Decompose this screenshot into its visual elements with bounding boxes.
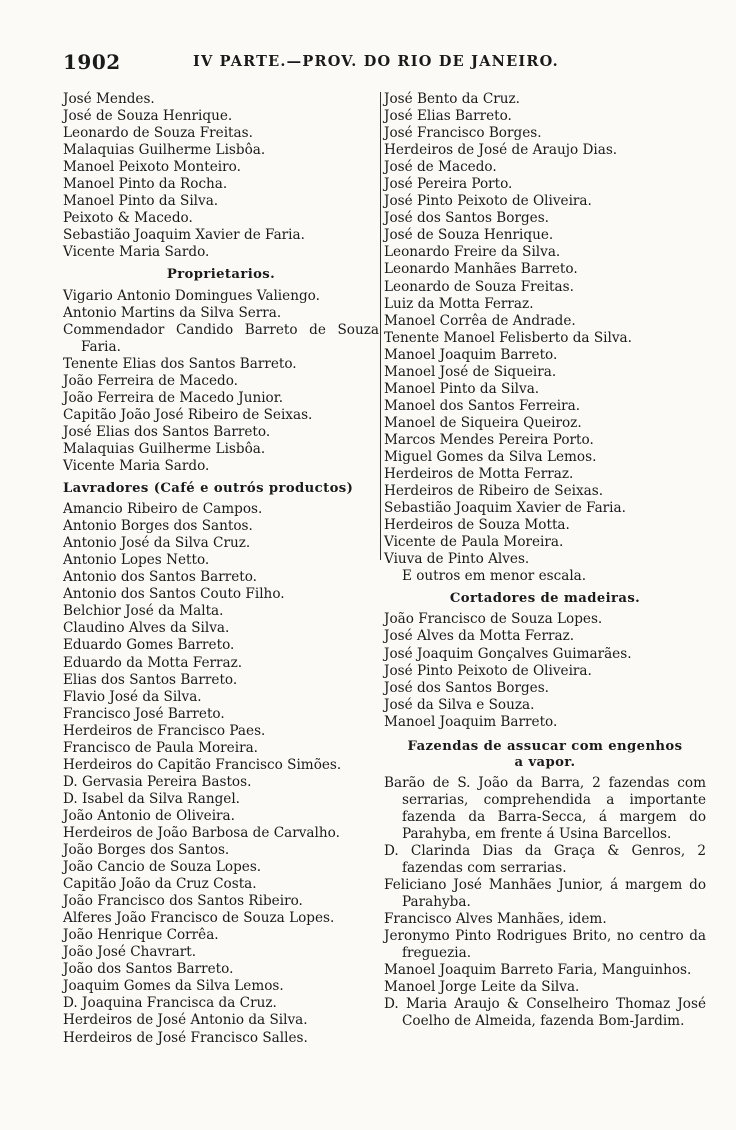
list-item: Tenente Elias dos Santos Barreto. bbox=[63, 355, 297, 372]
list-item: Herdeiros de Souza Motta. bbox=[384, 517, 570, 534]
list-item: Francisco José Barreto. bbox=[63, 705, 225, 722]
right-column bbox=[384, 91, 706, 1030]
list-item: Sebastião Joaquim Xavier de Faria. bbox=[384, 500, 626, 517]
list-item: Herdeiros de José Francisco Salles. bbox=[63, 1029, 308, 1046]
list-item: Manoel Peixoto Monteiro. bbox=[63, 159, 241, 176]
list-item: João Henrique Corrêa. bbox=[63, 927, 219, 944]
fazendas-heading-line2: a vapor. bbox=[514, 754, 576, 770]
list-item: Capitão João da Cruz Costa. bbox=[63, 876, 257, 893]
list-item: Eduardo da Motta Ferraz. bbox=[63, 654, 243, 671]
list-item: José Pereira Porto. bbox=[384, 176, 513, 193]
list-item: Manoel Pinto da Silva. bbox=[384, 380, 540, 397]
list-item: João Francisco dos Santos Ribeiro. bbox=[63, 893, 303, 910]
list-item: Tenente Manoel Felisberto da Silva. bbox=[384, 329, 632, 346]
list-item: Claudino Alves da Silva. bbox=[63, 620, 230, 637]
list-item: Francisco Alves Manhães, idem. bbox=[384, 911, 607, 928]
name-list-continued bbox=[63, 91, 379, 261]
list-item: Antonio Borges dos Santos. bbox=[63, 518, 253, 535]
list-item: Jeronymo Pinto Rodrigues Brito, no centro da freguezia. bbox=[384, 928, 706, 962]
list-item: Manoel José de Siqueira. bbox=[384, 363, 557, 380]
list-item: José Elias Barreto. bbox=[384, 108, 512, 125]
list-item: Elias dos Santos Barreto. bbox=[63, 671, 238, 688]
list-item: Antonio Lopes Netto. bbox=[63, 552, 210, 569]
list-item: D. Clarinda Dias da Graça & Genros, 2 fazendas com serrarias. bbox=[384, 842, 706, 876]
left-column bbox=[63, 91, 379, 1047]
list-item: Herdeiros do Capitão Francisco Simões. bbox=[63, 756, 342, 773]
list-item: José Francisco Borges. bbox=[384, 125, 542, 142]
list-item: Eduardo Gomes Barreto. bbox=[63, 637, 235, 654]
page-number: 1902 bbox=[63, 50, 121, 74]
list-item: João Ferreira de Macedo Junior. bbox=[63, 389, 284, 406]
list-item: Manoel Joaquim Barreto. bbox=[384, 713, 558, 730]
list-item: José dos Santos Borges. bbox=[384, 679, 549, 696]
list-item: Leonardo Manhães Barreto. bbox=[384, 261, 578, 278]
list-item: D. Gervasia Pereira Bastos. bbox=[63, 773, 252, 790]
proprietarios-list bbox=[63, 288, 379, 476]
cortadores-heading: Cortadores de madeiras. bbox=[449, 591, 641, 607]
outros-note: E outros em menor escala. bbox=[402, 568, 587, 585]
list-item: Barão de S. João da Barra, 2 fazendas com serrarias, comprehendida a importante fazenda da Barra-Secca, á margem do Parahyba, em frente á Usina Barcellos. bbox=[384, 774, 706, 842]
list-item: João José Chavrart. bbox=[63, 944, 197, 961]
list-item: Malaquias Guilherme Lisbôa. bbox=[63, 440, 266, 457]
list-item: Antonio José da Silva Cruz. bbox=[63, 535, 251, 552]
list-item: João dos Santos Barreto. bbox=[63, 961, 234, 978]
list-item: Vicente de Paula Moreira. bbox=[384, 534, 564, 551]
list-item: Manoel Joaquim Barreto Faria, Manguinhos. bbox=[384, 962, 692, 979]
list-item: Manoel Joaquim Barreto. bbox=[384, 346, 558, 363]
list-item: Sebastião Joaquim Xavier de Faria. bbox=[63, 227, 305, 244]
list-item: Herdeiros de Ribeiro de Seixas. bbox=[384, 483, 604, 500]
list-item: Antonio dos Santos Couto Filho. bbox=[63, 586, 285, 603]
list-item: Antonio dos Santos Barreto. bbox=[63, 569, 257, 586]
list-item: Viuva de Pinto Alves. bbox=[384, 551, 530, 568]
list-item: Herdeiros de João Barbosa de Carvalho. bbox=[63, 824, 340, 841]
list-item: Peixoto & Macedo. bbox=[63, 210, 193, 227]
list-item: Vicente Maria Sardo. bbox=[63, 244, 210, 261]
list-item: Manoel Pinto da Rocha. bbox=[63, 176, 228, 193]
proprietarios-heading: Proprietarios. bbox=[166, 267, 276, 283]
list-item: José da Silva e Souza. bbox=[384, 696, 535, 713]
list-item: João Borges dos Santos. bbox=[63, 842, 230, 859]
fazendas-list bbox=[384, 775, 706, 1031]
list-item: José Mendes. bbox=[63, 91, 155, 107]
lavradores-list bbox=[63, 501, 379, 1047]
list-item: João Francisco de Souza Lopes. bbox=[384, 611, 603, 628]
lavradores-heading: Lavradores (Café e outrós productos) bbox=[63, 481, 354, 497]
fazendas-heading-line1: Fazendas de assucar com engenhos bbox=[407, 738, 683, 754]
list-item: João Antonio de Oliveira. bbox=[63, 807, 235, 824]
list-item: Commendador Candido Barreto de Souza Faria. bbox=[63, 321, 379, 355]
list-item: Manoel Corrêa de Andrade. bbox=[384, 312, 576, 329]
list-item: D. Maria Araujo & Conselheiro Thomaz José Coelho de Almeida, fazenda Bom-Jardim. bbox=[384, 996, 706, 1030]
list-item: José Pinto Peixoto de Oliveira. bbox=[384, 193, 592, 210]
list-item: Luiz da Motta Ferraz. bbox=[384, 295, 534, 312]
list-item: José de Souza Henrique. bbox=[63, 108, 233, 125]
list-item: José Bento da Cruz. bbox=[384, 91, 520, 107]
list-item: Joaquim Gomes da Silva Lemos. bbox=[63, 978, 284, 995]
list-item: Malaquias Guilherme Lisbôa. bbox=[63, 142, 266, 159]
list-item: Francisco de Paula Moreira. bbox=[63, 739, 258, 756]
list-item: Herdeiros de José de Araujo Dias. bbox=[384, 142, 618, 159]
list-item: Amancio Ribeiro de Campos. bbox=[63, 501, 263, 518]
list-item: Capitão João José Ribeiro de Seixas. bbox=[63, 406, 313, 423]
list-item: D. Joaquina Francisca da Cruz. bbox=[63, 995, 277, 1012]
list-item: Marcos Mendes Pereira Porto. bbox=[384, 431, 594, 448]
list-item: Manoel Jorge Leite da Silva. bbox=[384, 979, 580, 996]
list-item: José dos Santos Borges. bbox=[384, 210, 549, 227]
name-list-continued-right bbox=[384, 91, 706, 585]
list-item: João Cancio de Souza Lopes. bbox=[63, 859, 262, 876]
list-item: Herdeiros de Motta Ferraz. bbox=[384, 466, 574, 483]
list-item: D. Isabel da Silva Rangel. bbox=[63, 790, 240, 807]
list-item: Vigario Antonio Domingues Valiengo. bbox=[63, 287, 320, 304]
list-item: Manoel Pinto da Silva. bbox=[63, 193, 219, 210]
list-item: Alferes João Francisco de Souza Lopes. bbox=[63, 910, 335, 927]
list-item: José Elias dos Santos Barreto. bbox=[63, 423, 271, 440]
list-item: Manoel de Siqueira Queiroz. bbox=[384, 414, 582, 431]
cortadores-list bbox=[384, 611, 706, 730]
list-item: Herdeiros de José Antonio da Silva. bbox=[63, 1012, 308, 1029]
list-item: José de Souza Henrique. bbox=[384, 227, 554, 244]
list-item: Vicente Maria Sardo. bbox=[63, 457, 210, 474]
list-item: José Joaquim Gonçalves Guimarães. bbox=[384, 645, 632, 662]
list-item: José Pinto Peixoto de Oliveira. bbox=[384, 662, 592, 679]
fazendas-heading bbox=[384, 739, 706, 771]
column-divider bbox=[380, 92, 381, 560]
running-head: IV PARTE.—PROV. DO RIO DE JANEIRO. bbox=[193, 53, 559, 70]
list-item: Leonardo de Souza Freitas. bbox=[63, 125, 253, 142]
list-item: Herdeiros de Francisco Paes. bbox=[63, 722, 266, 739]
list-item: João Ferreira de Macedo. bbox=[63, 372, 239, 389]
list-item: Antonio Martins da Silva Serra. bbox=[63, 304, 282, 321]
page-header bbox=[63, 50, 703, 76]
list-item: José de Macedo. bbox=[384, 159, 497, 176]
list-item: Manoel dos Santos Ferreira. bbox=[384, 397, 581, 414]
list-item: Belchior José da Malta. bbox=[63, 603, 224, 620]
list-item: José Alves da Motta Ferraz. bbox=[384, 628, 575, 645]
list-item: Leonardo Freire da Silva. bbox=[384, 244, 561, 261]
list-item: Feliciano José Manhães Junior, á margem do Parahyba. bbox=[384, 877, 706, 911]
list-item: Flavio José da Silva. bbox=[63, 688, 202, 705]
list-item: Leonardo de Souza Freitas. bbox=[384, 278, 574, 295]
list-item: Miguel Gomes da Silva Lemos. bbox=[384, 448, 597, 465]
